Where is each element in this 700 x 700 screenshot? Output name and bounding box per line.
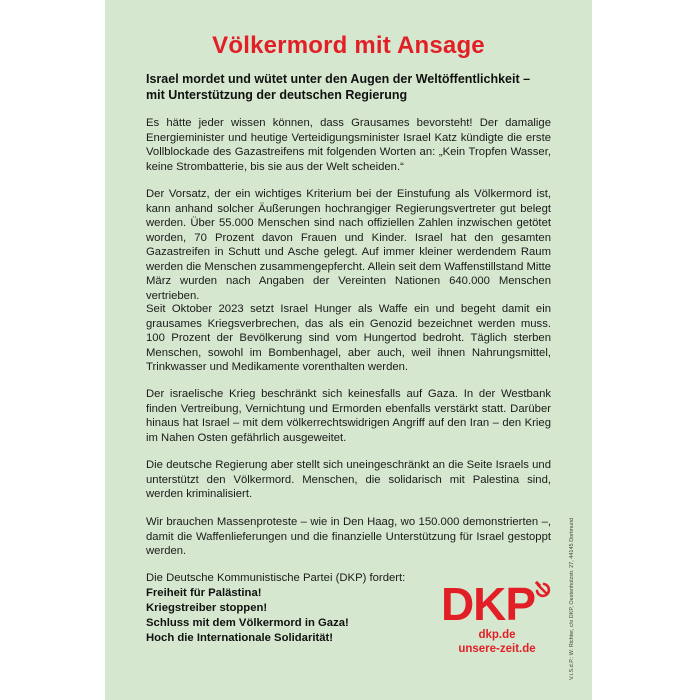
link-unsere-zeit[interactable]: unsere-zeit.de: [458, 643, 536, 655]
slogan-item: Schluss mit dem Völkermord in Gaza!: [146, 617, 349, 629]
slogan-list: [146, 586, 396, 646]
paragraph-2: Der Vorsatz, der ein wichtiges Kriterium bei der Einstufung als Völkermord ist, kann anhand solcher Äußerungen hochrangiger Regierungsvertreter gut belegt werden. Über 55.000 Menschen sind nach offiziellen Zahlen inzwischen getötet worden, 70 Prozent davon Frauen und Kinder. Israel hat den gesamten Gazastreifen in Schutt und Asche gelegt. Auf immer kleiner werdendem Raum werden die Menschen zusammengepfercht. Allein seit dem Waffenstillstand Mitte März wurden nach Angaben der Vereinten Nationen 640.000 Menschen vertrieben.: [146, 188, 552, 302]
dkp-logo-text: DKP: [440, 578, 536, 630]
imprint-text: V.i.S.d.P.: W. Richter, c/o DKP, Oestenholzstr. 27, 44145 Dortmund: [569, 517, 575, 680]
flyer: [105, 0, 592, 700]
paragraph-6: Wir brauchen Massenproteste – wie in Den Haag, wo 150.000 demonstrierten –, damit die Waffenlieferungen und die finanzielle Unterstützung für Israel gestoppt werden.: [146, 516, 551, 557]
paragraph-5: Die deutsche Regierung aber stellt sich uneingeschränkt an die Seite Israels und unterstützt den Völkermord. Menschen, die solidarisch mit Palestina sind, werden kriminalisiert.: [146, 459, 551, 500]
paragraph-3: Seit Oktober 2023 setzt Israel Hunger als Waffe ein und begeht damit ein grausames Kriegsverbrechen, das als ein Genozid bezeichnet werden muss. 100 Prozent der Bevölkerung sind vom Hungertod bedroht. Täglich sterben Menschen, sowohl im Bombenhagel, aber auch, weil ihnen Nahrungsmittel, Trinkwasser und Medikamente vorenthalten werden.: [146, 303, 551, 373]
paragraph-demand-intro: Die Deutsche Kommunistische Partei (DKP) fordert:: [146, 572, 406, 584]
link-dkp[interactable]: dkp.de: [478, 629, 516, 641]
dkp-logo-block: [432, 580, 562, 656]
dkp-logo: [432, 580, 562, 628]
hammer-sickle-icon: [535, 580, 553, 605]
slogan-item: Freiheit für Palästina!: [146, 587, 262, 599]
slogan-item: Hoch die Internationale Solidarität!: [146, 632, 334, 644]
flyer-title: Völkermord mit Ansage: [212, 32, 485, 59]
flyer-subtitle: Israel mordet und wütet unter den Augen der Weltöffentlichkeit – mit Unterstützung der deutschen Regierung: [146, 72, 531, 102]
paragraph-1: Es hätte jeder wissen können, dass Grausames bevorsteht! Der damalige Energieminister und heutige Verteidigungsminister Israel Katz kündigte die erste Vollblockade des Gazastreifens mit folgenden Worten an: „Kein Tropfen Wasser, keine Strombatterie, bis sie aus der Welt scheiden.“: [146, 117, 551, 173]
paragraph-4: Der israelische Krieg beschränkt sich keinesfalls auf Gaza. In der Westbank finden Vertreibung, Vernichtung und Ermorden ebenfalls verstärkt statt. Darüber hinaus hat Israel – mit dem völkerrechtswidrigen Angriff auf den Iran – den Krieg im Nahen Osten gefährlich ausgeweitet.: [146, 388, 551, 444]
slogan-item: Kriegstreiber stoppen!: [146, 602, 268, 614]
